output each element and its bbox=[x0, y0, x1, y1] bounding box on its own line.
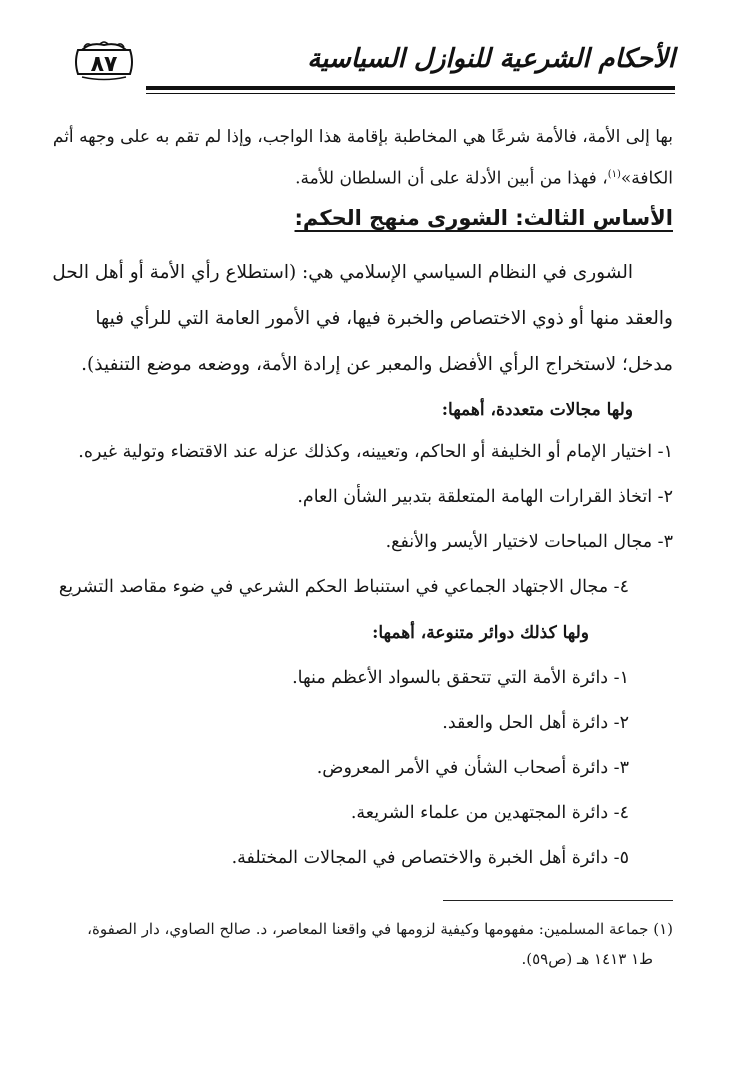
list-item: ٤- دائرة المجتهدين من علماء الشريعة. bbox=[350, 802, 629, 823]
running-title: الأحكام الشرعية للنوازل السياسية bbox=[307, 44, 675, 74]
main-text bbox=[52, 118, 673, 881]
page-number: ٨٧ bbox=[90, 52, 118, 77]
footnote-line: (١) جماعة المسلمين: مفهومها وكيفية لزومها في واقعنا المعاصر، د. صالح الصاوي، دار الصفوة، bbox=[87, 920, 673, 938]
text-line: بها إلى الأمة، فالأمة شرعًا هي المخاطبة بإقامة هذا الواجب، وإذا لم تقم به على وجهه أثم bbox=[52, 127, 673, 147]
header-rule-thin bbox=[146, 93, 675, 94]
paragraph-2 bbox=[52, 250, 673, 388]
list-item: ١- دائرة الأمة التي تتحقق بالسواد الأعظم منها. bbox=[292, 667, 629, 688]
list-item: ٢- اتخاذ القرارات الهامة المتعلقة بتدبير الشأن العام. bbox=[297, 486, 673, 507]
text-line: مدخل؛ لاستخراج الرأي الأفضل والمعبر عن إرادة الأمة، ووضعه موضع التنفيذ). bbox=[81, 353, 673, 375]
list-item: ١- اختيار الإمام أو الخليفة أو الحاكم، وتعيينه، وكذلك عزله عند الاقتضاء وتولية غيره. bbox=[78, 441, 673, 462]
list-item: ٣- مجال المباحات لاختيار الأيسر والأنفع. bbox=[385, 531, 673, 552]
fields-intro: ولها مجالات متعددة، أهمها: bbox=[441, 399, 633, 420]
footnote-ref: (١) bbox=[607, 169, 621, 180]
paragraph-1 bbox=[52, 118, 673, 198]
quote-end: الكافة» bbox=[620, 168, 673, 189]
list-item: ٣- دائرة أصحاب الشأن في الأمر المعروض. bbox=[316, 757, 629, 778]
header-rule-thick bbox=[146, 86, 675, 90]
quote-continuation: ، فهذا من أبين الأدلة على أن السلطان للأمة. bbox=[295, 168, 608, 189]
section-heading: الأساس الثالث: الشورى منهج الحكم: bbox=[294, 205, 673, 230]
list-item: ٤- مجال الاجتهاد الجماعي في استنباط الحكم الشرعي في ضوء مقاصد التشريع bbox=[58, 576, 629, 597]
text-line bbox=[74, 156, 673, 198]
circles-list bbox=[74, 656, 673, 881]
text-line: والعقد منها أو ذوي الاختصاص والخبرة فيها، في الأمور العامة التي للرأي فيها bbox=[95, 307, 673, 329]
list-item: ٥- دائرة أهل الخبرة والاختصاص في المجالات المختلفة. bbox=[231, 847, 629, 868]
list-item: ٢- دائرة أهل الحل والعقد. bbox=[442, 712, 629, 733]
text-line: الشورى في النظام السياسي الإسلامي هي: (استطلاع رأي الأمة أو أهل الحل bbox=[52, 261, 633, 283]
footnote-separator bbox=[443, 900, 673, 901]
footnote-line: ط١ ١٤١٣ هـ (ص٥٩). bbox=[521, 950, 653, 968]
circles-intro: ولها كذلك دوائر متنوعة، أهمها: bbox=[372, 622, 589, 643]
page-header bbox=[70, 38, 675, 98]
fields-list bbox=[58, 430, 673, 610]
footnote bbox=[74, 914, 673, 974]
